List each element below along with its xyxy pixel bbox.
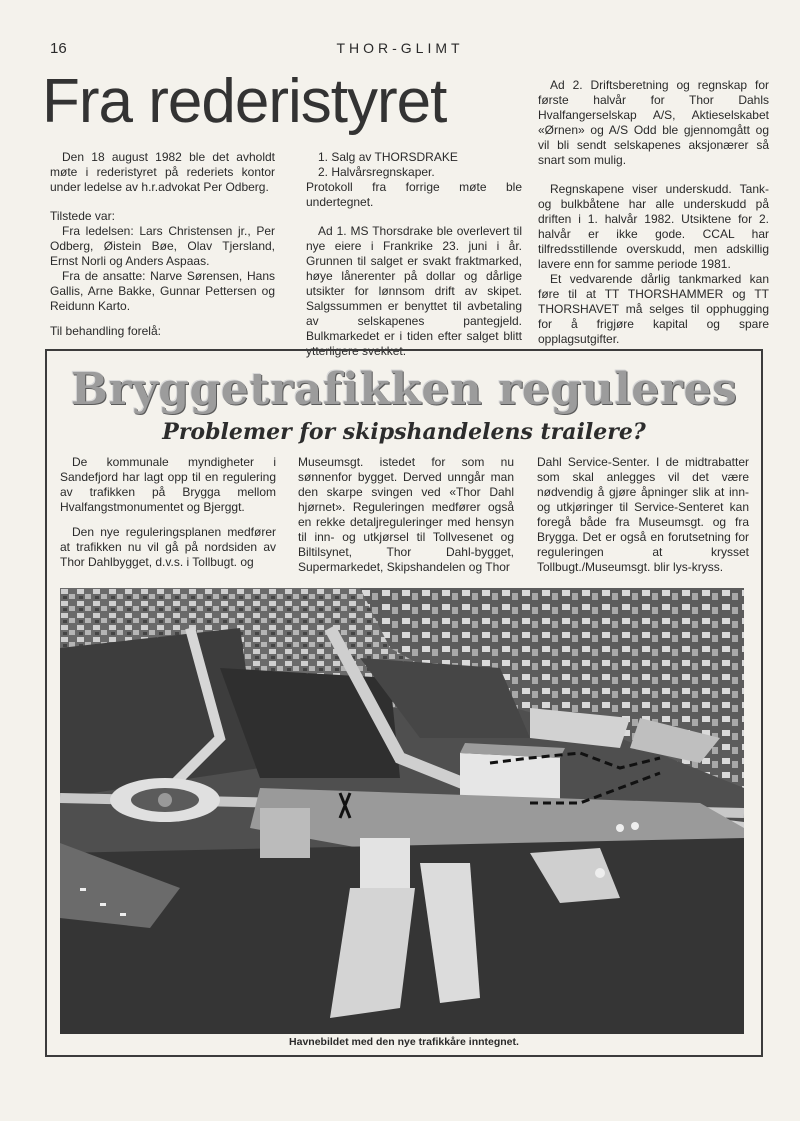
paragraph: Fra de ansatte: Narve Sørensen, Hans Gallis, Arne Bakke, Gunnar Pettersen og Reidunn Karto. [50,269,275,313]
article-column-1 [50,150,275,339]
paragraph: Den nye reguleringsplanen medfører at trafikken nu vil gå på nordsiden av Thor Dahlbygget, d.v.s. i Tollbugt. og [60,525,276,569]
paragraph: Dahl Service-Senter. I de midtrabatter som skal anlegges vil det være nødvendig å gjøre åpninger slik at inn- og utkjøringer til Service-Senteret kan foregå både fra Museumsgt. og fra Brygga. Det er også en forutsetning for reguleringen at krysset Tollbugt./Museumsgt. blir lys-kryss. [537,455,749,574]
paragraph: Et vedvarende dårlig tankmarked kan føre til at TT THORSHAMMER og TT THORSHAVET må selges til opphugging for å frigjøre kapital og spare opplagsutgifter. [538,272,769,346]
photo-caption: Havnebildet med den nye trafikkåre inntegnet. [289,1036,519,1048]
running-header: THOR-GLIMT [336,40,464,56]
article-column-3 [538,78,769,347]
paragraph: Til behandling forelå: [50,324,161,338]
article-title: Fra rederistyret [42,67,447,136]
paragraph: Den 18 august 1982 ble det avholdt møte i rederistyret på rederiets kontor under ledelse av h.r.advokat Per Odberg. [50,150,275,194]
paragraph: Fra ledelsen: Lars Christensen jr., Per Odberg, Øistein Bøe, Olav Tjersland, Ernst Norli og Anders Aspaas. [50,224,275,268]
agenda-item: 2. Halvårsregnskaper. [318,165,435,179]
agenda-item: 1. Salg av THORSDRAKE [318,150,458,164]
paragraph: De kommunale myndigheter i Sandefjord har lagt opp til en regulering av trafikken på Brygga mellom Hvalfangstmonumentet og Bjerggt. [60,455,276,514]
paragraph: Museumsgt. istedet for som nu sønnenfor bygget. Derved unngår man den skarpe svingen ved «Thor Dahl hjørnet». Reguleringen medfører også en rekke detaljreguleringer med hensyn til inn- og utkjørsel til Tollvesenet og Biltilsynet, Thor Dahl-bygget, Supermarkedet, Skipshandelen og Thor [298,455,514,574]
article-2-title: Bryggetrafikken reguleres [70,364,738,415]
harbor-aerial-photo [60,588,744,1034]
article-2-column-2 [298,455,514,575]
paragraph: Tilstede var: [50,209,115,223]
page-number: 16 [50,40,67,57]
paragraph: Protokoll fra forrige møte ble undertegnet. [306,180,522,209]
article-2-column-3 [537,455,749,575]
article-2-column-1 [60,455,276,570]
article-2-subtitle: Problemer for skipshandelens trailere? [162,419,646,445]
paragraph: Ad 2. Driftsberetning og regnskap for første halvår for Thor Dahls Hvalfangerselskap A/S, Aktieselskabet «Ørnen» og A/S Odd ble gjennomgått og vil bli sendt selskapenes aksjonærer så snart som mulig. [538,78,769,167]
paragraph: Ad 1. MS Thorsdrake ble overlevert til nye eiere i Frankrike 23. juni i år. Grunnen til salget er svakt fraktmarked, høye lånerenter på dollar og dårlige utsikter for lønnsom drift av skipet. Salgssummen er benyttet til avbetaling av selskapenes pantegjeld. Bulkmarkedet er i tiden efter salget blitt ytterligere svekket. [306,224,522,358]
paragraph: Regnskapene viser underskudd. Tank- og bulkbåtene har alle underskudd på driften i 1. halvår 1982. Utsiktene for 2. halvår er ikke gode. CCAL har tilfredsstillende overskudd, men adskillig lavere enn for samme periode 1981. [538,182,769,271]
article-column-2 [306,150,522,359]
